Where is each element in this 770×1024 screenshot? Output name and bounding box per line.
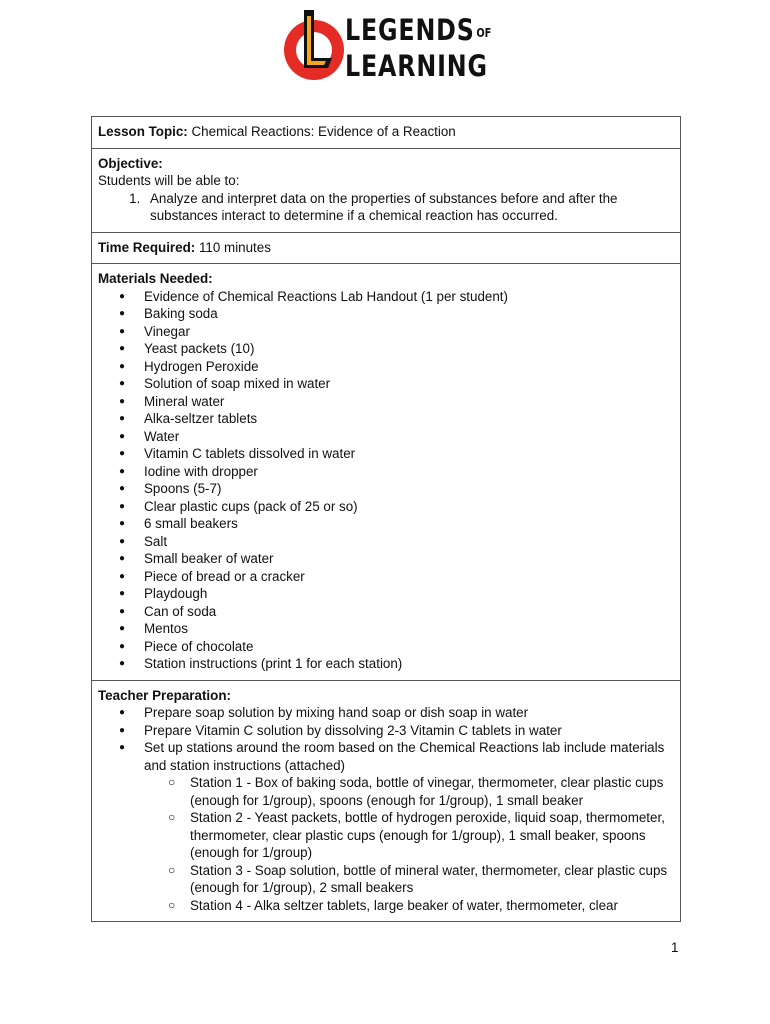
legends-of-learning-logo: [282, 6, 492, 88]
list-item: ● Piece of bread or a cracker: [144, 568, 674, 586]
materials-row: [92, 264, 681, 681]
list-item: ● Mineral water: [144, 393, 674, 411]
page-number: 1: [671, 940, 679, 955]
lesson-topic-label: Lesson Topic:: [98, 124, 188, 139]
list-item: ● Piece of chocolate: [144, 638, 674, 656]
logo-mark-icon: [282, 6, 346, 88]
lesson-topic-value: Chemical Reactions: Evidence of a Reaction: [191, 124, 456, 139]
logo-wordmark: [345, 14, 491, 83]
list-item: ● Vitamin C tablets dissolved in water: [144, 445, 674, 463]
list-item: ● Water: [144, 428, 674, 446]
list-item: ● Hydrogen Peroxide: [144, 358, 674, 376]
logo-of: OF: [476, 26, 492, 40]
lesson-topic-row: [92, 117, 681, 149]
list-item: ● Iodine with dropper: [144, 463, 674, 481]
list-item: ● Playdough: [144, 585, 674, 603]
list-item: ● Mentos: [144, 620, 674, 638]
list-item: ● Salt: [144, 533, 674, 551]
list-item: ● Solution of soap mixed in water: [144, 375, 674, 393]
list-item: ● Prepare soap solution by mixing hand soap or dish soap in water: [144, 704, 674, 722]
list-item: ● Yeast packets (10): [144, 340, 674, 358]
list-item-text: Set up stations around the room based on the Chemical Reactions lab include materials and station instructions (attached): [144, 740, 665, 773]
station-item: ○ Station 1 - Box of baking soda, bottle of vinegar, thermometer, clear plastic cups (enough for 1/group), spoons (enough for 1/group), 1 small beaker: [190, 774, 674, 809]
time-required-row: [92, 232, 681, 264]
list-item: [144, 739, 674, 914]
list-item: ● Baking soda: [144, 305, 674, 323]
time-required-value: 110 minutes: [198, 239, 271, 255]
materials-label: Materials Needed:: [98, 271, 213, 286]
station-item: ○ Station 4 - Alka seltzer tablets, large beaker of water, thermometer, clear: [190, 897, 674, 915]
logo-line-1: LEGENDS: [345, 13, 475, 47]
station-item: ○ Station 2 - Yeast packets, bottle of hydrogen peroxide, liquid soap, thermometer, thermometer, clear plastic cups (enough for 1/group), 1 small beaker, spoons (enough for 1/group): [190, 809, 674, 862]
teacher-prep-label: Teacher Preparation:: [98, 687, 231, 703]
list-item: ● Clear plastic cups (pack of 25 or so): [144, 498, 674, 516]
teacher-prep-list: [98, 704, 674, 914]
list-item: ● Small beaker of water: [144, 550, 674, 568]
list-item: ● Alka-seltzer tablets: [144, 410, 674, 428]
time-required-label: Time Required:: [98, 239, 196, 255]
objective-label: Objective:: [98, 155, 163, 171]
list-item: 1. Analyze and interpret data on the properties of substances before and after the substances interact to determine if a chemical reaction has occurred.: [144, 190, 674, 225]
stations-list: [144, 774, 674, 914]
list-item: ● Vinegar: [144, 323, 674, 341]
list-item: ● Prepare Vitamin C solution by dissolving 2-3 Vitamin C tablets in water: [144, 722, 674, 740]
list-item: ● Spoons (5-7): [144, 480, 674, 498]
list-item: ● Station instructions (print 1 for each station): [144, 655, 674, 673]
list-item: ● 6 small beakers: [144, 515, 674, 533]
objective-list: [98, 190, 674, 225]
logo-line-2: LEARNING: [345, 49, 488, 83]
materials-list: [98, 288, 674, 673]
list-item: ● Can of soda: [144, 603, 674, 621]
objective-row: [92, 148, 681, 232]
list-item: ● Evidence of Chemical Reactions Lab Handout (1 per student): [144, 288, 674, 306]
objective-intro: Students will be able to:: [98, 173, 240, 188]
station-item: ○ Station 3 - Soap solution, bottle of mineral water, thermometer, clear plastic cups (enough for 1/group), 2 small beakers: [190, 862, 674, 897]
lesson-plan-table: [91, 116, 681, 922]
teacher-prep-row: [92, 680, 681, 922]
